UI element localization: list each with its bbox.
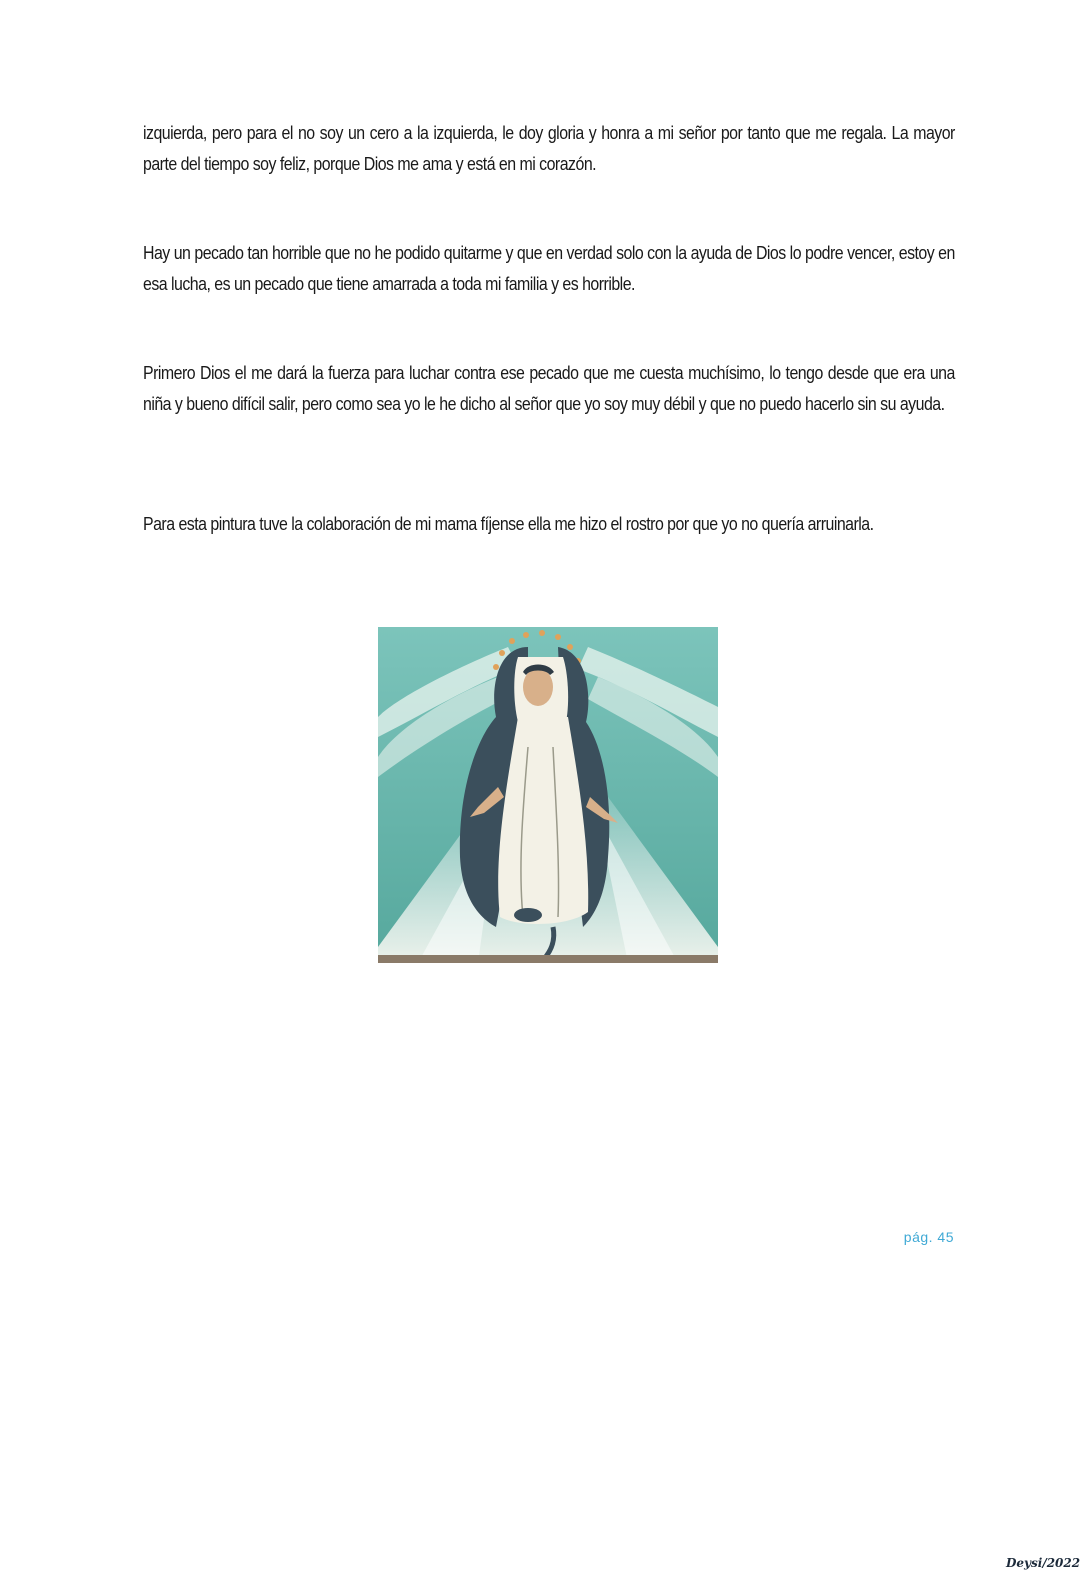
page-number: pág. 45	[903, 1229, 954, 1245]
paragraph-2: Hay un pecado tan horrible que no he podido quitarme y que en verdad solo con la ayuda de Dios lo podre vencer, estoy en esa lucha, es un pecado que tiene amarrada a toda mi familia y es horrible.	[143, 242, 955, 294]
paragraph-1: izquierda, pero para el no soy un cero a la izquierda, le doy gloria y honra a mi señor por tanto que me regala. La mayor parte del tiempo soy feliz, porque Dios me ama y está en mi corazón.	[143, 122, 955, 174]
paragraph-3: Primero Dios el me dará la fuerza para luchar contra ese pecado que me cuesta muchísimo, lo tengo desde que era una niña y bueno difícil salir, pero como sea yo le he dicho al señor que yo soy muy débil y que no puedo hacerlo sin su ayuda.	[143, 362, 955, 414]
painting-signature: Deysi/2022	[1006, 1556, 1081, 1570]
paragraph-4: Para esta pintura tuve la colaboración de mi mama fíjense ella me hizo el rostro por que yo no quería arruinarla.	[143, 513, 874, 534]
